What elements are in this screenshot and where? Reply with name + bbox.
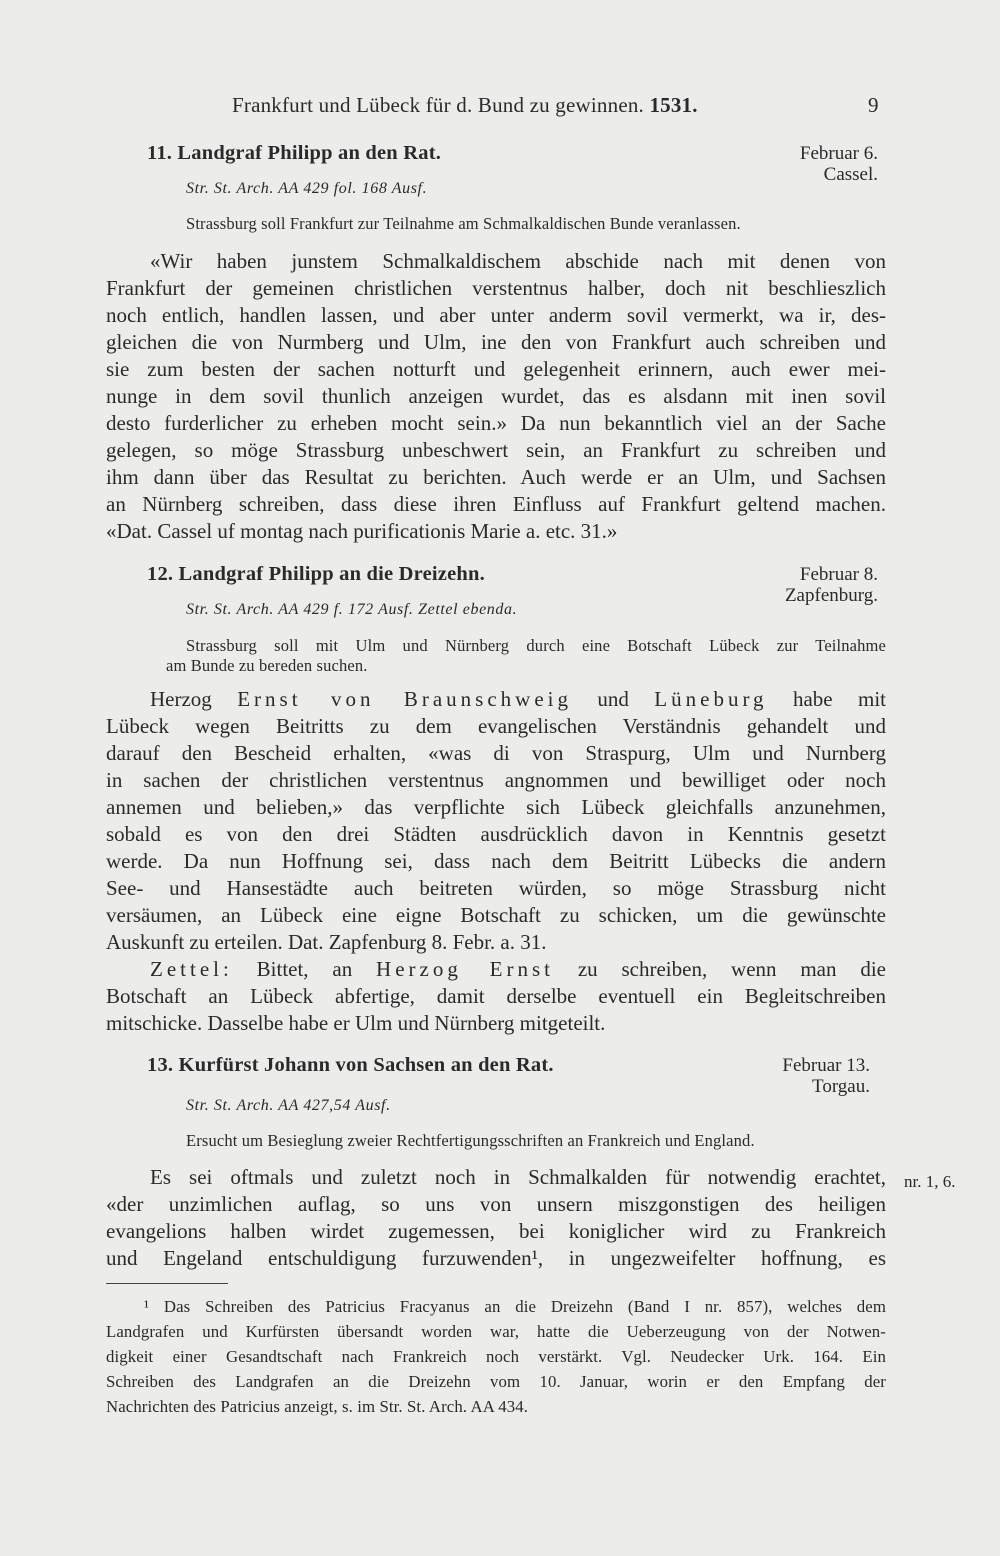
doc-11-summary: Strassburg soll Frankfurt zur Teilnahme am Schmalkaldischen Bunde veranlassen.: [186, 214, 741, 233]
doc-12-heading: 12. Landgraf Philipp an die Dreizehn.: [147, 563, 485, 585]
doc-13-heading: 13. Kurfürst Johann von Sachsen an den Rat.: [147, 1054, 554, 1076]
doc-11-body-line: gleichen die von Nurmberg und Ulm, ine den von Frankfurt auch schreiben und: [106, 330, 886, 354]
doc-12-summary: am Bunde zu bereden suchen.: [166, 656, 368, 675]
doc-11-body-line: ihm dann über das Resultat zu berichten. Auch werde er an Ulm, und Sachsen: [106, 465, 886, 489]
margin-note: nr. 1, 6.: [904, 1172, 956, 1191]
doc-11-body-line: desto furderlicher zu erheben mocht sein.» Da nun bekanntlich viel an der Sache: [106, 411, 886, 435]
doc-11-body-line: noch entlich, handlen lassen, und aber unter anderm sovil vermerkt, wa ir, des-: [106, 303, 886, 327]
doc-12-body-line: sobald es von den drei Städten ausdrücklich davon in Kenntnis gesetzt: [106, 822, 886, 846]
footnote-line: Landgrafen und Kurfürsten übersandt worden war, hatte die Ueberzeugung von der Notwen-: [106, 1322, 886, 1341]
doc-12-zettel-first-line: [150, 957, 886, 982]
doc-13-body-line: Es sei oftmals und zuletzt noch in Schmalkalden für notwendig erachtet,: [150, 1165, 886, 1189]
doc-13-body-line: «der unzimlichen auflag, so uns von unsern miszgonstigen des heiligen: [106, 1192, 886, 1216]
running-head-year: 1531.: [649, 93, 698, 117]
zettel-label: Zettel:: [150, 957, 233, 981]
doc-12-summary: Strassburg soll mit Ulm und Nürnberg durch eine Botschaft Lübeck zur Teilnahme: [186, 636, 886, 655]
doc-13-body-line: evangelions halben wirdet zugemessen, bei koniglicher wird zu Frankreich: [106, 1219, 886, 1243]
doc-12-body-line: versäumen, an Lübeck eine eigne Botschaft zu schicken, um die gewünschte: [106, 903, 886, 927]
doc-12-date: [678, 564, 878, 606]
doc-11-heading: 11. Landgraf Philipp an den Rat.: [147, 142, 442, 164]
doc-13-date-line: Februar 13.: [782, 1055, 870, 1076]
doc-11-date-line: Februar 6.: [799, 143, 878, 164]
running-head-title: [232, 93, 698, 118]
doc-12-source: Str. St. Arch. AA 429 f. 172 Ausf. Zettel ebenda.: [186, 601, 518, 618]
doc-11-place-line: Cassel.: [823, 164, 878, 185]
running-head-text: Frankfurt und Lübeck für d. Bund zu gewinnen.: [232, 93, 644, 117]
footnote-line: ¹ Das Schreiben des Patricius Fracyanus an die Dreizehn (Band I nr. 857), welches dem: [144, 1297, 886, 1316]
doc-12-body-line: Lübeck wegen Beitritts zu dem evangelischen Verständnis gehandelt und: [106, 714, 886, 738]
doc-13-body-line: und Engeland entschuldigung furzuwenden¹, in ungezweifelter hoffnung, es: [106, 1246, 886, 1270]
doc-12-body-line: Auskunft zu erteilen. Dat. Zapfenburg 8. Febr. a. 31.: [106, 930, 547, 954]
doc-13-place-line: Torgau.: [812, 1076, 870, 1097]
running-head: [0, 93, 1000, 123]
footnote-line: Nachrichten des Patricius anzeigt, s. im Str. St. Arch. AA 434.: [106, 1397, 529, 1416]
doc-12-body-line: werde. Da nun Hoffnung sei, dass nach dem Beitritt Lübecks die andern: [106, 849, 886, 873]
body-text: zu schreiben, wenn man die: [577, 957, 886, 981]
person-name-spaced: Ernst von Braunschweig: [237, 687, 572, 711]
doc-13-source: Str. St. Arch. AA 427,54 Ausf.: [186, 1097, 391, 1114]
doc-11-source: Str. St. Arch. AA 429 fol. 168 Ausf.: [186, 180, 428, 197]
body-text: und: [597, 687, 629, 711]
body-text: Herzog: [150, 687, 212, 711]
person-name-spaced: Herzog Ernst: [376, 957, 555, 981]
doc-12-body-line: in sachen der christlichen verstentnus angnommen und bewilliget oder noch: [106, 768, 886, 792]
doc-11-body-line: «Wir haben junstem Schmalkaldischem abschide nach mit denen von: [150, 249, 886, 273]
doc-11-body-line: «Dat. Cassel uf montag nach purificationis Marie a. etc. 31.»: [106, 519, 618, 543]
body-text: Bittet, an: [256, 957, 353, 981]
doc-11-body-line: gelegen, so möge Strassburg unbeschwert sein, an Frankfurt zu schreiben und: [106, 438, 886, 462]
doc-13-date: [670, 1055, 870, 1097]
footnote-rule: [106, 1283, 228, 1284]
place-name-spaced: Lüneburg: [654, 687, 768, 711]
footnote-line: digkeit einer Gesandtschaft nach Frankreich noch verstärkt. Vgl. Neudecker Urk. 164. Ein: [106, 1347, 886, 1366]
doc-12-zettel-line: mitschicke. Dasselbe habe er Ulm und Nürnberg mitgeteilt.: [106, 1011, 606, 1035]
doc-11-body-line: Frankfurt der gemeinen christlichen verstentnus halber, doch nit beschlieszlich: [106, 276, 886, 300]
doc-12-body-line: See- und Hansestädte auch beitreten würden, so möge Strassburg nicht: [106, 876, 886, 900]
body-text: habe mit: [792, 687, 887, 711]
doc-11-body-line: sie zum besten der sachen notturft und gelegenheit erinnern, auch ewer mei-: [106, 357, 886, 381]
doc-11-date: [678, 143, 878, 185]
doc-12-body-first-line: [150, 687, 886, 712]
doc-13-summary: Ersucht um Besieglung zweier Rechtfertigungsschriften an Frankreich und England.: [186, 1131, 755, 1150]
doc-12-place-line: Zapfenburg.: [784, 585, 878, 606]
footnote-line: Schreiben des Landgrafen an die Dreizehn vom 10. Januar, worin er den Empfang der: [106, 1372, 886, 1391]
doc-12-zettel-line: Botschaft an Lübeck abfertige, damit derselbe eventuell ein Begleitschreiben: [106, 984, 886, 1008]
doc-11-body-line: nunge in dem sovil thunlich anzeigen wurdet, das es alsdann mit inen sovil: [106, 384, 886, 408]
doc-11-body-line: an Nürnberg schreiben, dass diese ihren Einfluss auf Frankfurt geltend machen.: [106, 492, 886, 516]
page-number: 9: [868, 93, 879, 117]
doc-12-body-line: annemen und belieben,» das verpflichte sich Lübeck gleichfalls anzunehmen,: [106, 795, 886, 819]
doc-12-date-line: Februar 8.: [799, 564, 878, 585]
doc-12-body-line: darauf den Bescheid erhalten, «was di von Straspurg, Ulm und Nurnberg: [106, 741, 886, 765]
